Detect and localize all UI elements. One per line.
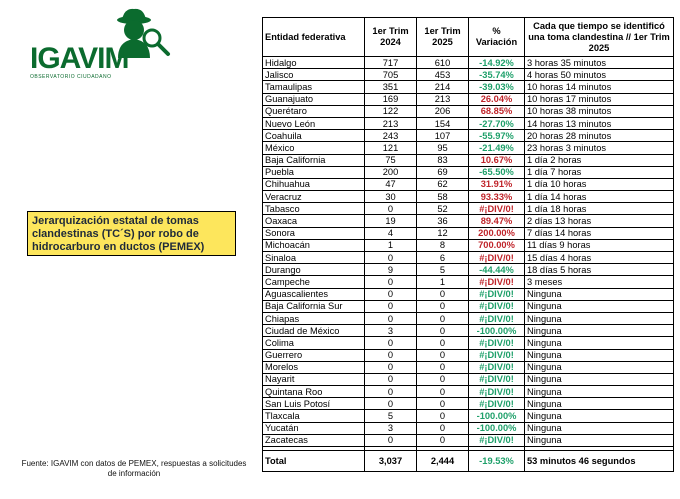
trim-2025-cell: 0 [417, 410, 469, 422]
table-row [263, 227, 674, 239]
variation-cell: -39.03% [469, 81, 525, 93]
trim-2024-cell: 3 [365, 422, 417, 434]
variation-cell: #¡DIV/0! [469, 361, 525, 373]
entity-cell: San Luis Potosí [263, 398, 365, 410]
variation-cell: -100.00% [469, 422, 525, 434]
trim-2024-cell: 717 [365, 57, 417, 69]
trim-2024-cell: 0 [365, 312, 417, 324]
entity-cell: Nayarit [263, 373, 365, 385]
entity-cell: Colima [263, 337, 365, 349]
header-variation: % Variación [469, 18, 525, 57]
variation-cell: -100.00% [469, 410, 525, 422]
trim-2024-cell: 4 [365, 227, 417, 239]
variation-cell: #¡DIV/0! [469, 398, 525, 410]
chart-caption-box [27, 211, 236, 256]
frequency-cell: 15 días 4 horas [525, 252, 674, 264]
variation-cell: -100.00% [469, 325, 525, 337]
header-trim-2025: 1er Trim 2025 [417, 18, 469, 57]
frequency-cell: Ninguna [525, 337, 674, 349]
total-frequency-cell: 53 minutos 46 segundos [525, 451, 674, 472]
table-row [263, 312, 674, 324]
variation-cell: 68.85% [469, 105, 525, 117]
entity-cell: Guanajuato [263, 93, 365, 105]
trim-2024-cell: 0 [365, 203, 417, 215]
trim-2024-cell: 3 [365, 325, 417, 337]
entity-cell: Ciudad de México [263, 325, 365, 337]
variation-cell: #¡DIV/0! [469, 312, 525, 324]
entity-cell: Oaxaca [263, 215, 365, 227]
frequency-cell: Ninguna [525, 386, 674, 398]
frequency-cell: 14 horas 13 minutos [525, 117, 674, 129]
trim-2024-cell: 19 [365, 215, 417, 227]
trim-2024-cell: 0 [365, 434, 417, 446]
table-row [263, 422, 674, 434]
variation-cell: -55.97% [469, 130, 525, 142]
trim-2025-cell: 0 [417, 373, 469, 385]
frequency-cell: 11 días 9 horas [525, 239, 674, 251]
trim-2025-cell: 0 [417, 325, 469, 337]
trim-2025-cell: 107 [417, 130, 469, 142]
total-2024-cell: 3,037 [365, 451, 417, 472]
header-trim-2024: 1er Trim 2024 [365, 18, 417, 57]
frequency-cell: Ninguna [525, 410, 674, 422]
frequency-cell: Ninguna [525, 422, 674, 434]
table-row [263, 361, 674, 373]
frequency-cell: Ninguna [525, 288, 674, 300]
trim-2024-cell: 9 [365, 264, 417, 276]
variation-cell: -14.92% [469, 57, 525, 69]
entity-cell: Sinaloa [263, 252, 365, 264]
entity-cell: Tamaulipas [263, 81, 365, 93]
table-row [263, 373, 674, 385]
trim-2025-cell: 95 [417, 142, 469, 154]
table-row [263, 69, 674, 81]
table-row [263, 105, 674, 117]
trim-2025-cell: 154 [417, 117, 469, 129]
header-entity: Entidad federativa [263, 18, 365, 57]
caption-line: clandestinas (TC´S) por robo de [32, 228, 199, 240]
trim-2024-cell: 30 [365, 191, 417, 203]
table-row [263, 130, 674, 142]
variation-cell: -44.44% [469, 264, 525, 276]
variation-cell: #¡DIV/0! [469, 434, 525, 446]
trim-2025-cell: 5 [417, 264, 469, 276]
trim-2024-cell: 351 [365, 81, 417, 93]
trim-2025-cell: 6 [417, 252, 469, 264]
frequency-cell: 3 meses [525, 276, 674, 288]
entity-cell: Aguascalientes [263, 288, 365, 300]
table-row [263, 81, 674, 93]
entity-cell: Coahuila [263, 130, 365, 142]
trim-2025-cell: 0 [417, 349, 469, 361]
trim-2024-cell: 1 [365, 239, 417, 251]
entity-cell: Querétaro [263, 105, 365, 117]
trim-2025-cell: 52 [417, 203, 469, 215]
table-row [263, 264, 674, 276]
trim-2025-cell: 58 [417, 191, 469, 203]
frequency-cell: 10 horas 14 minutos [525, 81, 674, 93]
trim-2024-cell: 200 [365, 166, 417, 178]
trim-2025-cell: 0 [417, 337, 469, 349]
total-label-cell: Total [263, 451, 365, 472]
variation-cell: -35.74% [469, 69, 525, 81]
trim-2025-cell: 0 [417, 312, 469, 324]
caption-line: hidrocarburo en ductos (PEMEX) [32, 241, 205, 253]
table-row [263, 178, 674, 190]
table-row [263, 276, 674, 288]
total-row [263, 451, 674, 472]
trim-2024-cell: 0 [365, 300, 417, 312]
table-row [263, 154, 674, 166]
table-row [263, 117, 674, 129]
entity-cell: Baja California Sur [263, 300, 365, 312]
frequency-cell: Ninguna [525, 349, 674, 361]
entity-cell: Tabasco [263, 203, 365, 215]
table-row [263, 349, 674, 361]
frequency-cell: 1 día 18 horas [525, 203, 674, 215]
trim-2024-cell: 0 [365, 337, 417, 349]
trim-2024-cell: 705 [365, 69, 417, 81]
table-row [263, 142, 674, 154]
trim-2025-cell: 0 [417, 422, 469, 434]
entity-cell: Baja California [263, 154, 365, 166]
logo-name: IGAVIM [30, 42, 129, 75]
frequency-cell: 7 días 14 horas [525, 227, 674, 239]
entity-cell: Jalisco [263, 69, 365, 81]
frequency-cell: 10 horas 17 minutos [525, 93, 674, 105]
trim-2025-cell: 453 [417, 69, 469, 81]
entity-cell: Yucatán [263, 422, 365, 434]
variation-cell: #¡DIV/0! [469, 386, 525, 398]
entity-cell: Chiapas [263, 312, 365, 324]
frequency-cell: 18 días 5 horas [525, 264, 674, 276]
entity-cell: Durango [263, 264, 365, 276]
trim-2024-cell: 243 [365, 130, 417, 142]
variation-cell: 89.47% [469, 215, 525, 227]
variation-cell: -21.49% [469, 142, 525, 154]
trim-2025-cell: 213 [417, 93, 469, 105]
frequency-cell: 1 día 2 horas [525, 154, 674, 166]
trim-2025-cell: 206 [417, 105, 469, 117]
variation-cell: -65.50% [469, 166, 525, 178]
igavim-logo [30, 8, 180, 80]
frequency-cell: 2 días 13 horas [525, 215, 674, 227]
entity-cell: Veracruz [263, 191, 365, 203]
entity-cell: Hidalgo [263, 57, 365, 69]
caption-line: Jerarquización estatal de tomas [32, 215, 199, 227]
frequency-cell: Ninguna [525, 325, 674, 337]
trim-2025-cell: 0 [417, 434, 469, 446]
trim-2024-cell: 213 [365, 117, 417, 129]
entity-cell: Chihuahua [263, 178, 365, 190]
table-row [263, 434, 674, 446]
trim-2024-cell: 0 [365, 349, 417, 361]
frequency-cell: Ninguna [525, 434, 674, 446]
table-row [263, 337, 674, 349]
variation-cell: #¡DIV/0! [469, 300, 525, 312]
variation-cell: -27.70% [469, 117, 525, 129]
trim-2024-cell: 0 [365, 386, 417, 398]
total-variation-cell: -19.53% [469, 451, 525, 472]
trim-2024-cell: 0 [365, 373, 417, 385]
frequency-cell: Ninguna [525, 398, 674, 410]
table-row [263, 239, 674, 251]
frequency-cell: Ninguna [525, 373, 674, 385]
frequency-cell: Ninguna [525, 361, 674, 373]
entity-cell: Quintana Roo [263, 386, 365, 398]
trim-2024-cell: 0 [365, 398, 417, 410]
trim-2025-cell: 36 [417, 215, 469, 227]
table-row [263, 252, 674, 264]
variation-cell: #¡DIV/0! [469, 288, 525, 300]
trim-2025-cell: 0 [417, 288, 469, 300]
trim-2024-cell: 0 [365, 361, 417, 373]
entity-cell: Nuevo León [263, 117, 365, 129]
frequency-cell: 1 día 7 horas [525, 166, 674, 178]
variation-cell: #¡DIV/0! [469, 337, 525, 349]
trim-2024-cell: 5 [365, 410, 417, 422]
frequency-cell: 23 horas 3 minutos [525, 142, 674, 154]
entity-cell: Morelos [263, 361, 365, 373]
table-row [263, 398, 674, 410]
entity-cell: México [263, 142, 365, 154]
variation-cell: 31.91% [469, 178, 525, 190]
table-row [263, 191, 674, 203]
frequency-cell: Ninguna [525, 300, 674, 312]
variation-cell: 700.00% [469, 239, 525, 251]
trim-2025-cell: 62 [417, 178, 469, 190]
frequency-cell: 1 día 14 horas [525, 191, 674, 203]
variation-cell: #¡DIV/0! [469, 203, 525, 215]
table-body [263, 57, 674, 472]
trim-2025-cell: 12 [417, 227, 469, 239]
trim-2025-cell: 83 [417, 154, 469, 166]
trim-2025-cell: 214 [417, 81, 469, 93]
frequency-cell: 3 horas 35 minutos [525, 57, 674, 69]
table-row [263, 386, 674, 398]
trim-2025-cell: 0 [417, 386, 469, 398]
trim-2025-cell: 69 [417, 166, 469, 178]
frequency-cell: 1 día 10 horas [525, 178, 674, 190]
frequency-cell: 10 horas 38 minutos [525, 105, 674, 117]
trim-2024-cell: 122 [365, 105, 417, 117]
entity-cell: Campeche [263, 276, 365, 288]
trim-2024-cell: 121 [365, 142, 417, 154]
trim-2024-cell: 75 [365, 154, 417, 166]
table-row [263, 410, 674, 422]
trim-2025-cell: 0 [417, 398, 469, 410]
entity-cell: Tlaxcala [263, 410, 365, 422]
trim-2024-cell: 169 [365, 93, 417, 105]
logo-subtitle: OBSERVATORIO CIUDADANO [30, 74, 112, 80]
header-frequency: Cada que tiempo se identificó una toma clandestina // 1er Trim 2025 [525, 18, 674, 57]
frequency-cell: 20 horas 28 minutos [525, 130, 674, 142]
table-row [263, 288, 674, 300]
trim-2025-cell: 0 [417, 300, 469, 312]
trim-2025-cell: 0 [417, 361, 469, 373]
trim-2025-cell: 1 [417, 276, 469, 288]
variation-cell: #¡DIV/0! [469, 373, 525, 385]
entity-cell: Puebla [263, 166, 365, 178]
table-row [263, 166, 674, 178]
variation-cell: #¡DIV/0! [469, 276, 525, 288]
trim-2024-cell: 47 [365, 178, 417, 190]
trim-2024-cell: 0 [365, 288, 417, 300]
table-row [263, 300, 674, 312]
table-row [263, 57, 674, 69]
frequency-cell: Ninguna [525, 312, 674, 324]
entity-cell: Sonora [263, 227, 365, 239]
table-row [263, 215, 674, 227]
trim-2025-cell: 610 [417, 57, 469, 69]
trim-2024-cell: 0 [365, 252, 417, 264]
variation-cell: 93.33% [469, 191, 525, 203]
entity-cell: Michoacán [263, 239, 365, 251]
frequency-cell: 4 horas 50 minutos [525, 69, 674, 81]
variation-cell: 10.67% [469, 154, 525, 166]
variation-cell: #¡DIV/0! [469, 252, 525, 264]
table-row [263, 203, 674, 215]
source-note: Fuente: IGAVIM con datos de PEMEX, respuestas a solicitudes de información [21, 459, 247, 478]
entity-cell: Zacatecas [263, 434, 365, 446]
variation-cell: 200.00% [469, 227, 525, 239]
trim-2025-cell: 8 [417, 239, 469, 251]
variation-cell: 26.04% [469, 93, 525, 105]
total-2025-cell: 2,444 [417, 451, 469, 472]
table-row [263, 93, 674, 105]
table-row [263, 325, 674, 337]
variation-cell: #¡DIV/0! [469, 349, 525, 361]
entity-cell: Guerrero [263, 349, 365, 361]
trim-2024-cell: 0 [365, 276, 417, 288]
table-header-row [263, 18, 674, 57]
theft-ranking-table [262, 17, 674, 472]
